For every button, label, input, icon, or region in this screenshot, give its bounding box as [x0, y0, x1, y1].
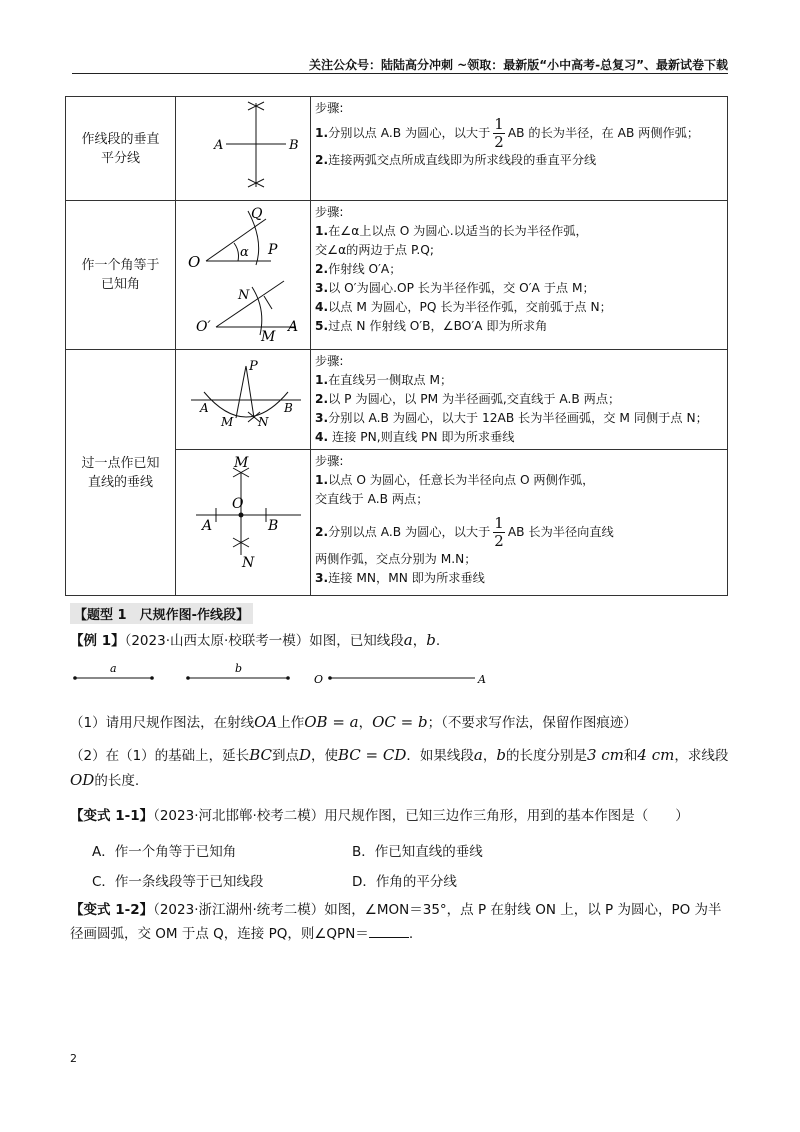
segment-b-label: b — [235, 662, 243, 675]
answer-blank — [369, 923, 409, 938]
math: OB = a — [304, 713, 359, 731]
math: D — [298, 746, 311, 764]
step-text: 分别以点 A.B 为圆心，以大于 — [328, 525, 491, 539]
text: ， — [482, 748, 497, 764]
step-3 — [315, 409, 723, 447]
steps-title: 步骤: — [315, 101, 344, 115]
fraction-one-half — [493, 116, 505, 151]
example-1-intro — [70, 628, 730, 653]
step-2 — [315, 260, 723, 279]
header-rule — [72, 73, 728, 74]
step-text: 连接两弧交点所成直线即为所求线段的垂直平分线 — [328, 153, 597, 167]
step-text: 在直线另一侧取点 M； — [328, 373, 453, 387]
step-5 — [315, 317, 723, 336]
text: ， — [358, 715, 373, 731]
math: BC — [249, 746, 272, 764]
text: ．如果线段 — [406, 748, 474, 764]
step-1-cont: 交直线于 A.B 两点； — [315, 492, 429, 506]
steps-title: 步骤: — [315, 354, 344, 368]
page-header: 关注公众号：陆陆高分冲刺 ~领取：最新版“小中高考-总复习”、最新试卷下载 — [309, 58, 728, 72]
step-text: 以 P 为圆心，以 PM 为半径画弧,交直线于 A.B 两点； — [328, 392, 621, 406]
perpendicular-on-line-diagram — [176, 450, 311, 591]
step-text: 以点 O 为圆心，任意长为半径向点 O 两侧作弧， — [328, 473, 595, 487]
fraction-numerator: 1 — [494, 514, 504, 532]
step-number: 3. — [315, 571, 329, 585]
variant-1-2 — [70, 898, 730, 946]
step-text: 作射线 O′A； — [328, 262, 402, 276]
math: OD — [70, 771, 95, 789]
step-number: 2. — [315, 525, 329, 539]
step-3 — [315, 279, 723, 298]
step-1 — [315, 222, 723, 241]
label-A: A — [288, 319, 299, 335]
example-1-figure — [70, 660, 500, 690]
step-text: 分别以 A.B 为圆心，以大于 12AB 长为半径画弧，交 M 同侧于点 N； — [328, 411, 702, 425]
step-2 — [315, 515, 723, 550]
step-number: 1. — [315, 373, 329, 387]
step-text: 以 O′为圆心.OP 长为半径作弧，交 O′A 于点 M； — [328, 281, 595, 295]
label-M: M — [234, 455, 249, 471]
page-number: 2 — [70, 1052, 77, 1065]
label-O-prime: O′ — [196, 319, 211, 335]
variant-text: （2023·浙江湖州·统考二模）如图，∠MON＝35°，点 P 在射线 ON 上，以 P 为圆心，PO 为半 — [153, 902, 722, 918]
label-N: N — [258, 414, 269, 429]
step-text-cont: AB 长为半径向直线 — [507, 525, 614, 539]
text: ；（不要求写作法，保留作图痕迹） — [427, 715, 637, 731]
math: OC = b — [372, 713, 428, 731]
variant-label: 【变式 1-2】 — [70, 902, 154, 918]
step-3 — [315, 569, 723, 588]
step-text: 连接 PN,则直线 PN 即为所求垂线 — [332, 430, 515, 444]
step-number: 1. — [315, 473, 329, 487]
label-O: O — [188, 253, 201, 271]
math: BC = CD — [338, 746, 407, 764]
option-D: D．作角的平分线 — [352, 874, 457, 890]
label-B: B — [284, 400, 293, 415]
segment-a-label: a — [110, 662, 117, 675]
math: 4 cm — [637, 746, 675, 764]
step-number: 1. — [315, 126, 329, 140]
step-text: 分别以点 A.B 为圆心，以大于 — [328, 126, 491, 140]
method-name-text: 作一个角等于已知角 — [81, 258, 160, 292]
method-name-perpendicular-bisector — [66, 97, 176, 201]
option-B: B．作已知直线的垂线 — [352, 844, 483, 860]
text: 到点 — [271, 748, 299, 764]
text: 的长度. — [94, 773, 140, 789]
ray-origin-label: O — [314, 673, 324, 686]
step-number: 2. — [315, 153, 329, 167]
label-N: N — [238, 288, 250, 303]
steps-title: 步骤: — [315, 205, 344, 219]
step-number: 2. — [315, 262, 329, 276]
method-name-text: 作线段的垂直平分线 — [81, 131, 160, 166]
text: 的长度分别是 — [505, 748, 587, 764]
step-number: 3. — [315, 281, 329, 295]
label-A: A — [202, 518, 213, 534]
step-number: 2. — [315, 392, 329, 406]
step-number: 5. — [315, 319, 329, 333]
text: （2）在（1）的基础上，延长 — [70, 748, 250, 764]
variant-text: （2023·河北邯郸·校考二模）用尺规作图，已知三边作三角形，用到的基本作图是（ ） — [153, 808, 689, 824]
method-name-perpendicular-through-point — [66, 350, 176, 596]
math: b — [496, 746, 506, 764]
fraction-one-half — [493, 515, 505, 550]
label-B: B — [289, 138, 299, 153]
label-alpha: α — [240, 245, 249, 260]
example-1-question-1 — [70, 710, 730, 735]
step-text: 连接 MN，MN 即为所求垂线 — [328, 571, 485, 585]
math: OA — [254, 713, 278, 731]
variant-text-cont: 径画圆弧，交 OM 于点 Q，连接 PQ，则∠QPN＝ — [70, 926, 369, 942]
step-text: 过点 N 作射线 O′B，∠BO′A 即为所求角 — [328, 319, 548, 333]
example-label: 【例 1】 — [70, 633, 125, 649]
figure-copy-angle — [176, 201, 311, 350]
method-name-text: 过一点作已知直线的垂线 — [81, 455, 160, 490]
copy-angle-diagram — [176, 201, 311, 345]
ray-end-label: A — [478, 673, 486, 686]
text: 和 — [623, 748, 638, 764]
math: 3 cm — [586, 746, 624, 764]
example-text: （2023·山西太原·校联考一模）如图，已知线段 — [124, 633, 404, 649]
var-a: a — [403, 631, 413, 649]
math: a — [473, 746, 483, 764]
steps-title: 步骤: — [315, 454, 344, 468]
step-2-cont: 两侧作弧，交点分别为 M.N； — [315, 552, 477, 566]
label-P: P — [268, 242, 278, 258]
steps-perpendicular-bisector — [311, 97, 728, 201]
label-P: P — [249, 358, 258, 374]
text: （1）请用尺规作图法，在射线 — [70, 715, 255, 731]
text: ，使 — [311, 748, 338, 764]
step-1 — [315, 471, 723, 490]
step-1 — [315, 116, 723, 151]
option-C: C．作一条线段等于已知线段 — [92, 874, 264, 890]
step-number: 1. — [315, 224, 329, 238]
step-text: 以点 M 为圆心，PQ 长为半径作弧，交前弧于点 N； — [328, 300, 612, 314]
fraction-denominator: 2 — [494, 133, 504, 151]
text: ，求线段 — [674, 748, 729, 764]
label-M: M — [261, 329, 276, 345]
steps-perpendicular-on-line — [311, 450, 728, 596]
method-name-copy-angle — [66, 201, 176, 350]
step-2 — [315, 151, 723, 170]
step-number: 4. — [315, 300, 329, 314]
punct: ， — [412, 633, 427, 649]
step-1-cont: 交∠α的两边于点 P.Q; — [315, 243, 434, 257]
label-Q: Q — [251, 206, 263, 222]
fraction-numerator: 1 — [494, 115, 504, 133]
perpendicular-outside-point-diagram — [176, 352, 311, 444]
option-A: A．作一个角等于已知角 — [92, 844, 237, 860]
fraction-denominator: 2 — [494, 532, 504, 550]
variant-1-1 — [70, 804, 730, 828]
label-O: O — [232, 496, 244, 512]
label-N: N — [242, 555, 255, 571]
steps-copy-angle — [311, 201, 728, 350]
text: 上作 — [277, 715, 305, 731]
example-1-question-2 — [70, 743, 730, 793]
figure-perpendicular-on-line — [176, 450, 311, 596]
step-2 — [315, 390, 723, 409]
step-text-cont: AB 的长为半径，在 AB 两侧作弧； — [507, 126, 700, 140]
construction-methods-table — [65, 96, 728, 596]
figure-perpendicular-outside-point — [176, 350, 311, 450]
steps-perpendicular-outside-point — [311, 350, 728, 450]
label-M: M — [221, 414, 234, 429]
step-1 — [315, 371, 723, 390]
figure-perpendicular-bisector — [176, 97, 311, 201]
label-A: A — [214, 138, 224, 153]
perpendicular-bisector-diagram — [176, 97, 311, 196]
punct: . — [435, 633, 441, 649]
punct: . — [408, 926, 414, 942]
step-number: 4. — [315, 430, 329, 444]
variant-label: 【变式 1-1】 — [70, 808, 154, 824]
section-title: 【题型 1 尺规作图-作线段】 — [70, 603, 253, 624]
step-number: 3. — [315, 411, 329, 425]
var-b: b — [426, 631, 436, 649]
step-4 — [315, 298, 723, 317]
label-B: B — [268, 518, 279, 534]
step-text: 在∠α上以点 O 为圆心.以适当的长为半径作弧， — [328, 224, 588, 238]
label-A: A — [200, 400, 209, 415]
